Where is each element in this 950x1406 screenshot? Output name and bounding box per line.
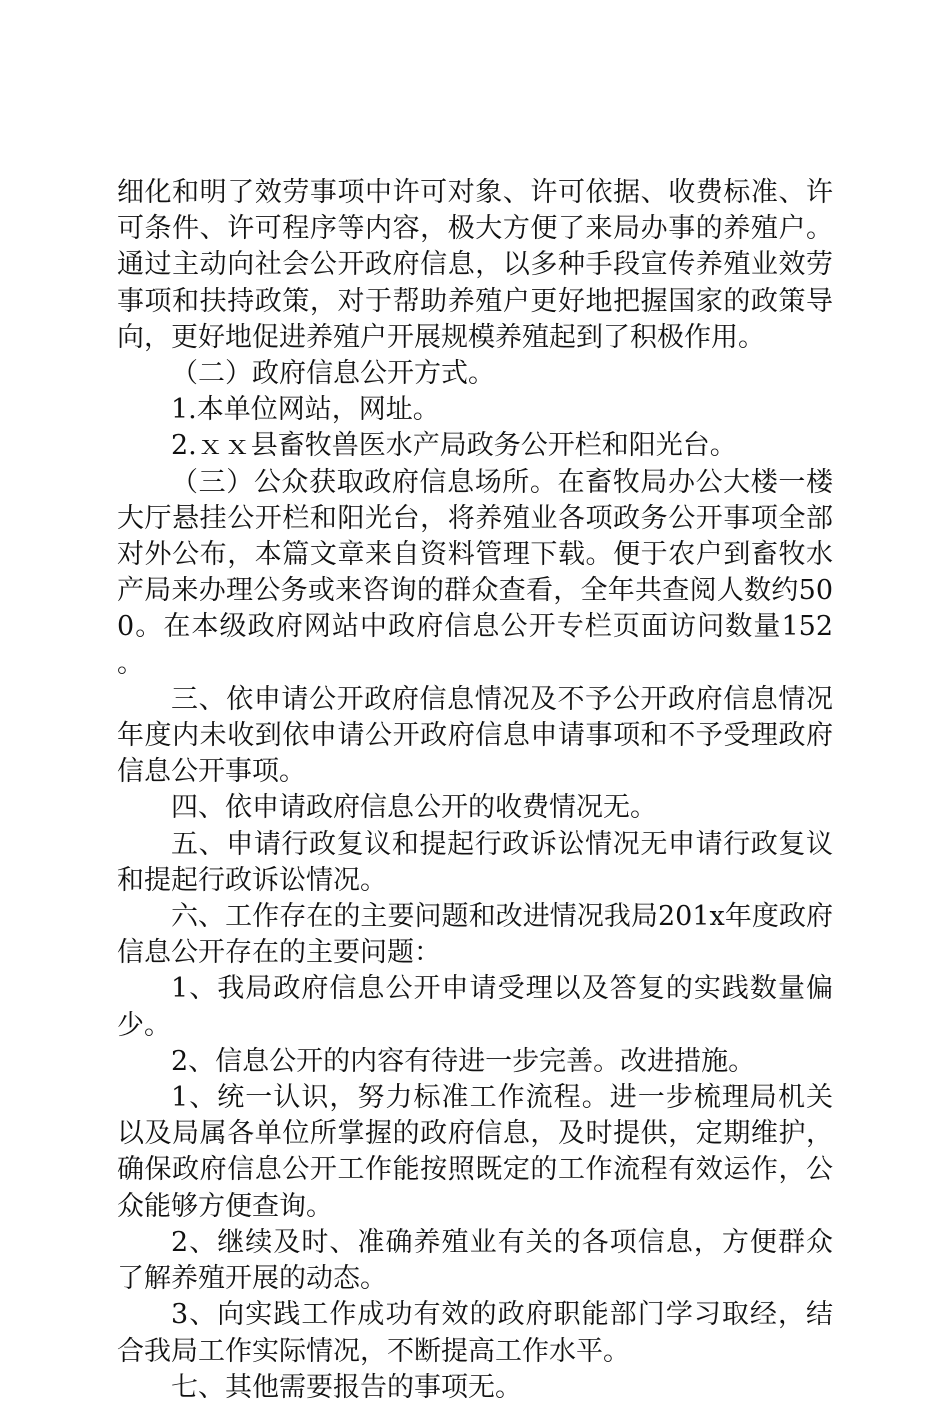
paragraph-measure-three: 3、向实践工作成功有效的政府职能部门学习取经，结合我局工作实际情况，不断提高工作水平。 bbox=[117, 1299, 833, 1367]
paragraph-problem-one: 1、我局政府信息公开申请受理以及答复的实践数量偏少。 bbox=[117, 973, 833, 1041]
paragraph-section-four: 四、依申请政府信息公开的收费情况无。 bbox=[171, 792, 657, 824]
paragraph-method-website: 1.本单位网站，网址。 bbox=[171, 394, 440, 426]
document-body bbox=[117, 175, 833, 1406]
paragraph-method-bulletin-board: 2.ｘｘ县畜牧兽医水产局政务公开栏和阳光台。 bbox=[171, 430, 737, 462]
paragraph-disclosure-methods-heading: （二）政府信息公开方式。 bbox=[171, 358, 495, 390]
paragraph-measure-one: 1、统一认识，努力标准工作流程。进一步梳理局机关以及局属各单位所掌握的政府信息，及时提供，定期维护，确保政府信息公开工作能按照既定的工作流程有效运作，公众能够方便查询。 bbox=[117, 1082, 833, 1222]
paragraph-public-access-venue: （三）公众获取政府信息场所。在畜牧局办公大楼一楼大厅悬挂公开栏和阳光台，将养殖业各项政务公开事项全部对外公布，本篇文章来自资料管理下载。便于农户到畜牧水产局来办理公务或来咨询的群众查看，全年共查阅人数约500。在本级政府网站中政府信息公开专栏页面访问数量152。 bbox=[117, 466, 833, 679]
paragraph-section-seven: 七、其他需要报告的事项无。 bbox=[171, 1371, 522, 1403]
paragraph-section-three: 三、依申请公开政府信息情况及不予公开政府信息情况年度内未收到依申请公开政府信息申请事项和不予受理政府信息公开事项。 bbox=[117, 683, 833, 788]
paragraph-continuation: 细化和明了效劳事项中许可对象、许可依据、收费标准、许可条件、许可程序等内容，极大方便了来局办事的养殖户。通过主动向社会公开政府信息，以多种手段宣传养殖业效劳事项和扶持政策，对于帮助养殖户更好地把握国家的政策导向，更好地促进养殖户开展规模养殖起到了积极作用。 bbox=[117, 177, 833, 353]
paragraph-section-five: 五、申请行政复议和提起行政诉讼情况无申请行政复议和提起行政诉讼情况。 bbox=[117, 828, 833, 896]
paragraph-problem-two: 2、信息公开的内容有待进一步完善。改进措施。 bbox=[171, 1045, 756, 1077]
paragraph-measure-two: 2、继续及时、准确养殖业有关的各项信息，方便群众了解养殖开展的动态。 bbox=[117, 1226, 833, 1295]
paragraph-section-six: 六、工作存在的主要问题和改进情况我局201x年度政府信息公开存在的主要问题： bbox=[117, 901, 833, 969]
